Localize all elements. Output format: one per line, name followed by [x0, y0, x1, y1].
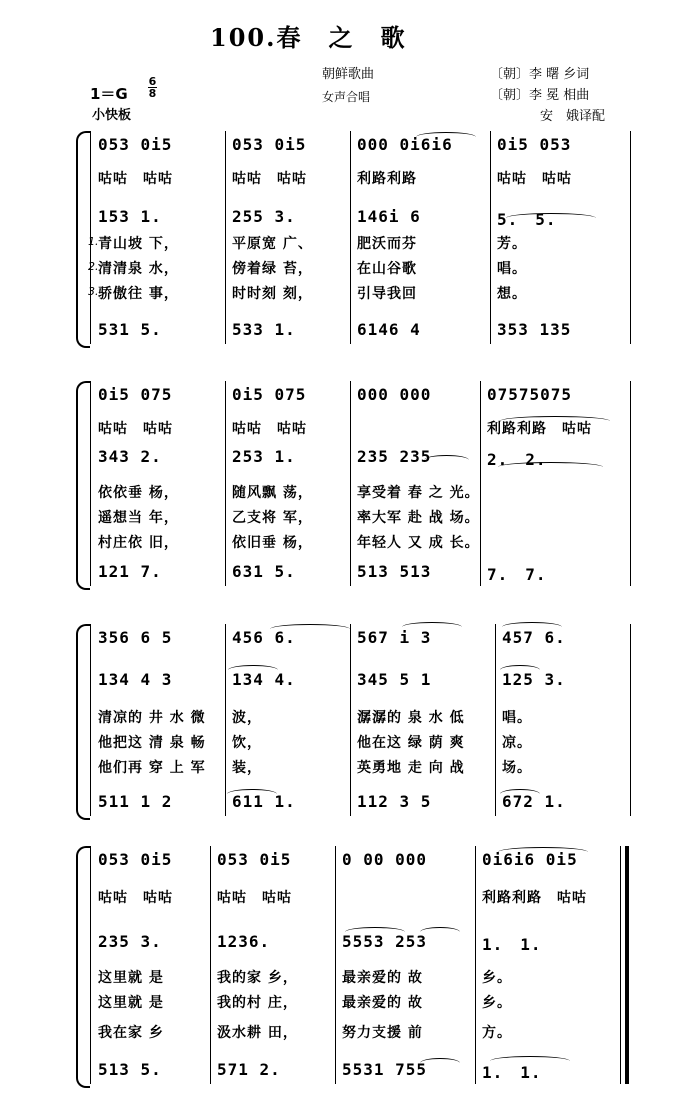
- lyric-text: 年轻人 又 成 长。: [357, 535, 480, 551]
- lyric-text: 潺潺的 泉 水 低: [357, 710, 465, 726]
- lyric-text: 咕咕 咕咕: [98, 171, 173, 187]
- slur-mark: [500, 416, 610, 426]
- lyric-text: 随风飘 荡，: [232, 485, 313, 501]
- lyricist-credit: 〔朝〕李 曙 乡词: [490, 67, 590, 82]
- measure-notes: 2. 2.: [487, 450, 547, 469]
- measure-notes: 053 0i5: [98, 850, 173, 869]
- lyric-text: 波，: [232, 710, 262, 726]
- lyric-line: [0, 507, 700, 527]
- lyric-text: 利路利路 咕咕: [482, 890, 587, 906]
- measure-notes: 456 6.: [232, 628, 296, 647]
- lyric-text: 乡。: [482, 995, 512, 1011]
- lyric-text: 最亲爱的 故: [342, 970, 423, 986]
- measure-notes: 343 2.: [98, 447, 162, 466]
- lyric-text: 场。: [502, 760, 532, 776]
- lyric-text: 村庄依 旧，: [98, 535, 179, 551]
- lyric-text: 我的家 乡，: [217, 970, 298, 986]
- slur-mark: [500, 789, 540, 799]
- notation-line: [0, 792, 700, 814]
- measure-notes: 511 1 2: [98, 792, 173, 811]
- lyric-text: 他在这 绿 荫 爽: [357, 735, 465, 751]
- lyric-text: 他把这 清 泉 畅: [98, 735, 206, 751]
- lyric-text: 装，: [232, 760, 262, 776]
- lyric-text: 咕咕 咕咕: [232, 421, 307, 437]
- measure-notes: 513 513: [357, 562, 432, 581]
- lyric-text: 咕咕 咕咕: [232, 171, 307, 187]
- measure-notes: 0 00 000: [342, 850, 428, 869]
- measure-notes: 1. 1.: [482, 1063, 542, 1082]
- lyric-line: [0, 967, 700, 987]
- measure-notes: 513 5.: [98, 1060, 162, 1079]
- lyric-text: 想。: [497, 286, 527, 302]
- lyric-text: 咕咕 咕咕: [98, 890, 173, 906]
- notation-line: [0, 135, 700, 157]
- measure-notes: 000 000: [357, 385, 432, 404]
- notation-line: [0, 628, 700, 650]
- song-title: 100.春 之 歌: [210, 23, 407, 52]
- lyric-text: 依旧垂 杨，: [232, 535, 313, 551]
- lyric-text: 我在家 乡: [98, 1025, 164, 1041]
- lyric-text: 乡。: [482, 970, 512, 986]
- measure-notes: 353 135: [497, 320, 572, 339]
- slur-mark: [228, 665, 278, 675]
- lyric-line: [0, 482, 700, 502]
- notation-line: [0, 385, 700, 407]
- notation-line: [0, 320, 700, 342]
- slur-mark: [420, 1058, 460, 1068]
- slur-mark: [506, 213, 596, 223]
- measure-notes: 533 1.: [232, 320, 296, 339]
- key-signature: 1＝G: [90, 85, 128, 103]
- notation-line: [0, 1060, 700, 1082]
- slur-mark: [270, 624, 350, 634]
- slur-mark: [345, 927, 405, 937]
- lyric-line: [0, 258, 700, 278]
- lyric-line: [0, 283, 700, 303]
- lyric-line: [0, 1022, 700, 1042]
- measure-notes: 235 235: [357, 447, 432, 466]
- lyric-text: 英勇地 走 向 战: [357, 760, 465, 776]
- lyric-text: 利路利路 咕咕: [487, 421, 592, 437]
- lyric-line: [0, 732, 700, 752]
- measure-notes: 672 1.: [502, 792, 566, 811]
- system-end-barline: [620, 846, 621, 1084]
- measure-notes: 1. 1.: [482, 935, 542, 954]
- lyric-text: 肥沃而芬: [357, 236, 417, 252]
- measure-notes: 6146 4: [357, 320, 421, 339]
- lyric-text: 他们再 穿 上 军: [98, 760, 206, 776]
- lyric-text: 遥想当 年，: [98, 510, 179, 526]
- lyric-text: 平原宽 广、: [232, 236, 313, 252]
- measure-notes: 121 7.: [98, 562, 162, 581]
- lyric-line: [0, 992, 700, 1012]
- measure-notes: 153 1.: [98, 207, 162, 226]
- lyric-text: 时时刻 刻，: [232, 286, 313, 302]
- lyric-text: 率大军 赴 战 场。: [357, 510, 480, 526]
- system-start-line: [90, 846, 91, 1084]
- lyric-text: 咕咕 咕咕: [217, 890, 292, 906]
- measure-notes: 567 i 3: [357, 628, 432, 647]
- lyric-text: 享受着 春 之 光。: [357, 485, 480, 501]
- time-signature-bottom: 8: [148, 87, 157, 100]
- measure-notes: 134 4 3: [98, 670, 173, 689]
- measure-notes: 1236.: [217, 932, 271, 951]
- lyric-text: 清凉的 井 水 微: [98, 710, 206, 726]
- measure-notes: 531 5.: [98, 320, 162, 339]
- lyric-line: [0, 168, 700, 188]
- lyric-text: 清清泉 水，: [98, 261, 179, 277]
- slur-mark: [402, 622, 462, 632]
- measure-notes: 5. 5.: [497, 210, 557, 229]
- lyric-text: 青山坡 下，: [98, 236, 179, 252]
- measure-notes: 134 4.: [232, 670, 296, 689]
- measure-notes: 7. 7.: [487, 565, 547, 584]
- lyric-text: 唱。: [497, 261, 527, 277]
- slur-mark: [500, 665, 540, 675]
- lyric-text: 努力支援 前: [342, 1025, 423, 1041]
- barline: [210, 846, 211, 1084]
- lyric-text: 最亲爱的 故: [342, 995, 423, 1011]
- measure-notes: 053 0i5: [232, 135, 307, 154]
- lyric-text: 依依垂 杨，: [98, 485, 179, 501]
- measure-notes: 07575075: [487, 385, 573, 404]
- measure-notes: 253 1.: [232, 447, 296, 466]
- measure-notes: 631 5.: [232, 562, 296, 581]
- verse-number: 3.: [88, 285, 99, 298]
- lyric-text: 咕咕 咕咕: [497, 171, 572, 187]
- verse-number: 1.: [88, 235, 99, 248]
- lyric-text: 咕咕 咕咕: [98, 421, 173, 437]
- lyric-text: 凉。: [502, 735, 532, 751]
- lyric-line: [0, 707, 700, 727]
- measure-notes: 146i 6: [357, 207, 421, 226]
- time-signature: [148, 76, 157, 99]
- final-double-barline: [625, 846, 629, 1084]
- measure-notes: 112 3 5: [357, 792, 432, 811]
- lyric-text: 唱。: [502, 710, 532, 726]
- lyric-text: 这里就 是: [98, 995, 164, 1011]
- lyric-text: 我的村 庄，: [217, 995, 298, 1011]
- verse-number: 2.: [88, 260, 99, 273]
- composer-credit: 〔朝〕李 冕 相曲: [490, 88, 590, 103]
- tempo-marking: 小快板: [92, 108, 132, 123]
- measure-notes: 255 3.: [232, 207, 296, 226]
- lyric-text: 饮，: [232, 735, 262, 751]
- lyric-text: 利路利路: [357, 171, 417, 187]
- slur-mark: [490, 1056, 570, 1066]
- lyric-text: 这里就 是: [98, 970, 164, 986]
- lyric-text: 骄傲往 事，: [98, 286, 179, 302]
- translator-credit: 安 娥译配: [540, 109, 606, 124]
- barline: [335, 846, 336, 1084]
- lyric-text: 汲水耕 田，: [217, 1025, 298, 1041]
- measure-notes: 053 0i5: [98, 135, 173, 154]
- slur-mark: [424, 455, 469, 465]
- measure-notes: 345 5 1: [357, 670, 432, 689]
- lyric-line: [0, 757, 700, 777]
- lyric-text: 傍着绿 苔，: [232, 261, 313, 277]
- measure-notes: 053 0i5: [217, 850, 292, 869]
- measure-notes: 356 6 5: [98, 628, 173, 647]
- slur-mark: [498, 847, 588, 857]
- notation-line: [0, 670, 700, 692]
- notation-line: [0, 850, 700, 872]
- measure-notes: 571 2.: [217, 1060, 281, 1079]
- measure-notes: 0i5 075: [98, 385, 173, 404]
- measure-notes: 457 6.: [502, 628, 566, 647]
- slur-mark: [502, 622, 562, 632]
- slur-mark: [420, 927, 460, 937]
- lyric-text: 引导我回: [357, 286, 417, 302]
- lyric-text: 乙支将 军，: [232, 510, 313, 526]
- measure-notes: 0i5 053: [497, 135, 572, 154]
- measure-notes: 235 3.: [98, 932, 162, 951]
- performance-type: 女声合唱: [322, 90, 371, 104]
- slur-mark: [498, 462, 603, 472]
- measure-notes: 5531 755: [342, 1060, 428, 1079]
- measure-notes: 611 1.: [232, 792, 296, 811]
- lyric-line: [0, 532, 700, 552]
- notation-line: [0, 562, 700, 584]
- measure-notes: 5553 253: [342, 932, 428, 951]
- lyric-text: 在山谷歌: [357, 261, 417, 277]
- lyric-line: [0, 887, 700, 907]
- lyric-text: 方。: [482, 1025, 512, 1041]
- slur-mark: [227, 789, 277, 799]
- measure-notes: 0i5 075: [232, 385, 307, 404]
- barline: [475, 846, 476, 1084]
- measure-notes: 000 0i6i6: [357, 135, 453, 154]
- measure-notes: 125 3.: [502, 670, 566, 689]
- lyric-text: 芳。: [497, 236, 527, 252]
- time-signature-top: 6: [148, 75, 157, 88]
- lyric-line: [0, 233, 700, 253]
- slur-mark: [416, 132, 476, 142]
- song-origin: 朝鲜歌曲: [322, 67, 375, 82]
- measure-notes: 0i6i6 0i5: [482, 850, 578, 869]
